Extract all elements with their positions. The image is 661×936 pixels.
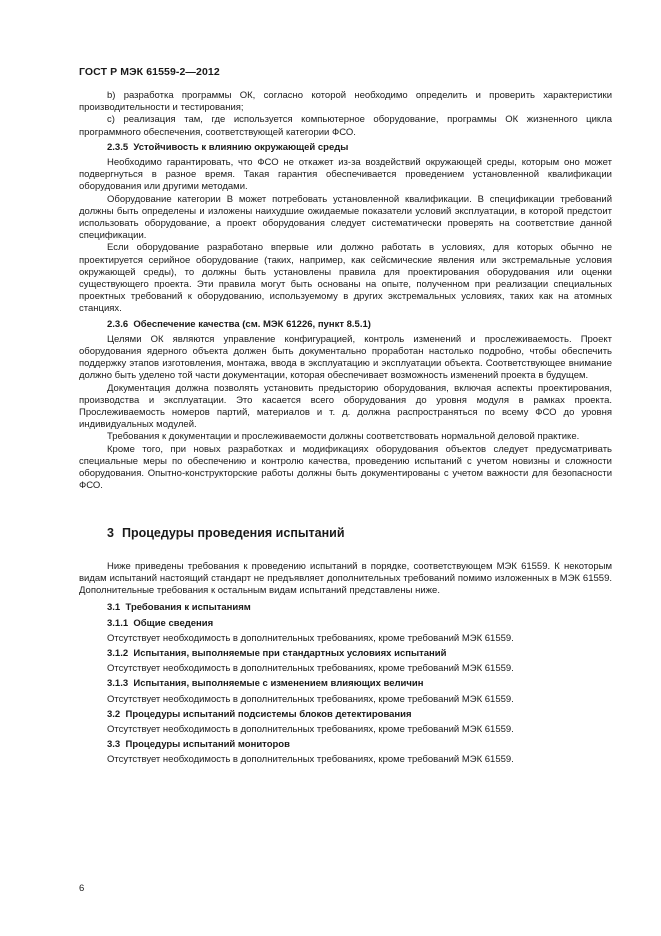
chapter-heading (79, 527, 612, 539)
subsection-number: 3.1.2 (107, 647, 129, 659)
subsection-heading (79, 602, 612, 614)
subsection-number: 3.2 (107, 708, 121, 720)
paragraph: Необходимо гарантировать, что ФСО не откажет из-за воздействий окружающей среды, которым оно может подвергнуться в разное время. Такая гарантия обеспечивается проведением установленной квалификации оборудования или другими методами. (79, 157, 612, 193)
standard-header: ГОСТ Р МЭК 61559-2—2012 (79, 66, 220, 78)
subsection-heading (79, 648, 612, 660)
subsection-title: Процедуры испытаний мониторов (125, 739, 290, 751)
section-number: 2.3.6 (107, 318, 129, 330)
list-item-c: c) реализация там, где используется компьютерное оборудование, программы ОК жизненного цикла программного обеспечения, соответствующей категории ФСО. (79, 114, 612, 138)
subsection-text: Отсутствует необходимость в дополнительных требованиях, кроме требований МЭК 61559. (107, 693, 514, 705)
section-heading-2-3-6 (79, 319, 612, 331)
subsection-title: Общие сведения (133, 617, 214, 629)
subsection-title: Испытания, выполняемые при стандартных условиях испытаний (133, 647, 447, 659)
chapter-number: 3 (107, 525, 114, 540)
subsection-text: Отсутствует необходимость в дополнительных требованиях, кроме требований МЭК 61559. (107, 723, 514, 735)
chapter-title: Процедуры проведения испытаний (121, 525, 345, 540)
subsection-title: Процедуры испытаний подсистемы блоков детектирования (125, 708, 412, 720)
section-number: 2.3.5 (107, 141, 129, 153)
list-item-b: b) разработка программы ОК, согласно которой необходимо определить и проверить характеристики производительности и тестирования; (79, 90, 612, 114)
subsection-heading (79, 618, 612, 630)
page-number: 6 (79, 883, 85, 894)
subsection-heading (79, 678, 612, 690)
paragraph: Оборудование категории В может потребовать установленной квалификации. В спецификации требований должны быть определены и изложены наихудшие ожидаемые показатели условий эксплуатации, в которой предстоит использовать оборудование, а проект оборудования следует систематически проверять на соответствие данной спецификации. (79, 193, 612, 242)
paragraph: Документация должна позволять установить предысторию оборудования, включая аспекты проектирования, производства и эксплуатации. Это касается всего оборудования до уровня модуля в рамках проекта. Прослеживаемость номеров партий, материалов и т. д. должна распространяться по всему ФСО до уровня индивидуальных модулей. (79, 382, 612, 431)
section-title: Устойчивость к влиянию окружающей среды (133, 141, 349, 153)
chapter-intro: Ниже приведены требования к проведению испытаний в порядке, соответствующем МЭК 61559. К некоторым видам испытаний настоящий стандарт не предъявляет дополнительных требований помимо изложенных в МЭК 61559. Дополнительные требования к остальным видам испытаний представлены ниже. (79, 560, 612, 597)
subsection-text: Отсутствует необходимость в дополнительных требованиях, кроме требований МЭК 61559. (107, 663, 514, 675)
paragraph: Целями ОК являются управление конфигурацией, контроль изменений и прослеживаемость. Проект оборудования ядерного объекта должен быть документально проработан настолько подробно, чтобы обеспечить поддержку этапов изготовления, монтажа, ввода в эксплуатацию и эксплуатации объекта. Соответствующее внимание должно быть уделено той части документации, которая обеспечивает возможность изменений проекта в будущем. (79, 333, 612, 382)
subsection-number: 3.3 (107, 739, 121, 751)
paragraph: Кроме того, при новых разработках и модификациях оборудования объектов следует предусматривать специальные меры по обеспечению и контролю качества, проведению испытаний с учетом новизны и сложности оборудования. Опытно-конструкторские работы должны быть документированы с учетом важности для безопасности ФСО. (79, 443, 612, 492)
paragraph: Требования к документации и прослеживаемости должны соответствовать нормальной деловой практике. (107, 431, 580, 443)
subsection-number: 3.1.3 (107, 678, 129, 690)
subsection-heading (79, 709, 612, 721)
subsection-title: Требования к испытаниям (125, 602, 251, 614)
subsection-text: Отсутствует необходимость в дополнительных требованиях, кроме требований МЭК 61559. (107, 632, 514, 644)
section-title: Обеспечение качества (см. МЭК 61226, пункт 8.5.1) (133, 318, 371, 330)
subsection-heading (79, 739, 612, 751)
subsection-text: Отсутствует необходимость в дополнительных требованиях, кроме требований МЭК 61559. (107, 754, 514, 766)
subsection-title: Испытания, выполняемые с изменением влияющих величин (133, 678, 424, 690)
page-content (79, 90, 612, 770)
subsection-number: 3.1 (107, 602, 121, 614)
paragraph: Если оборудование разработано впервые или должно работать в условиях, для которых обычно не проектируется серийное оборудование (таких, например, как сейсмические явления или экстремальные условия окружающей среды), то должны быть установлены правила для проектирования оборудования или оценки существующего проекта. Эти правила могут быть основаны на опыте, полученном при реализации специальных проектных требований к оборудованию, используемому в других экстремальных условиях, таких как на атомных станциях. (79, 242, 612, 315)
subsection-list (79, 602, 612, 766)
subsection-number: 3.1.1 (107, 617, 129, 629)
section-heading-2-3-5 (79, 142, 612, 154)
